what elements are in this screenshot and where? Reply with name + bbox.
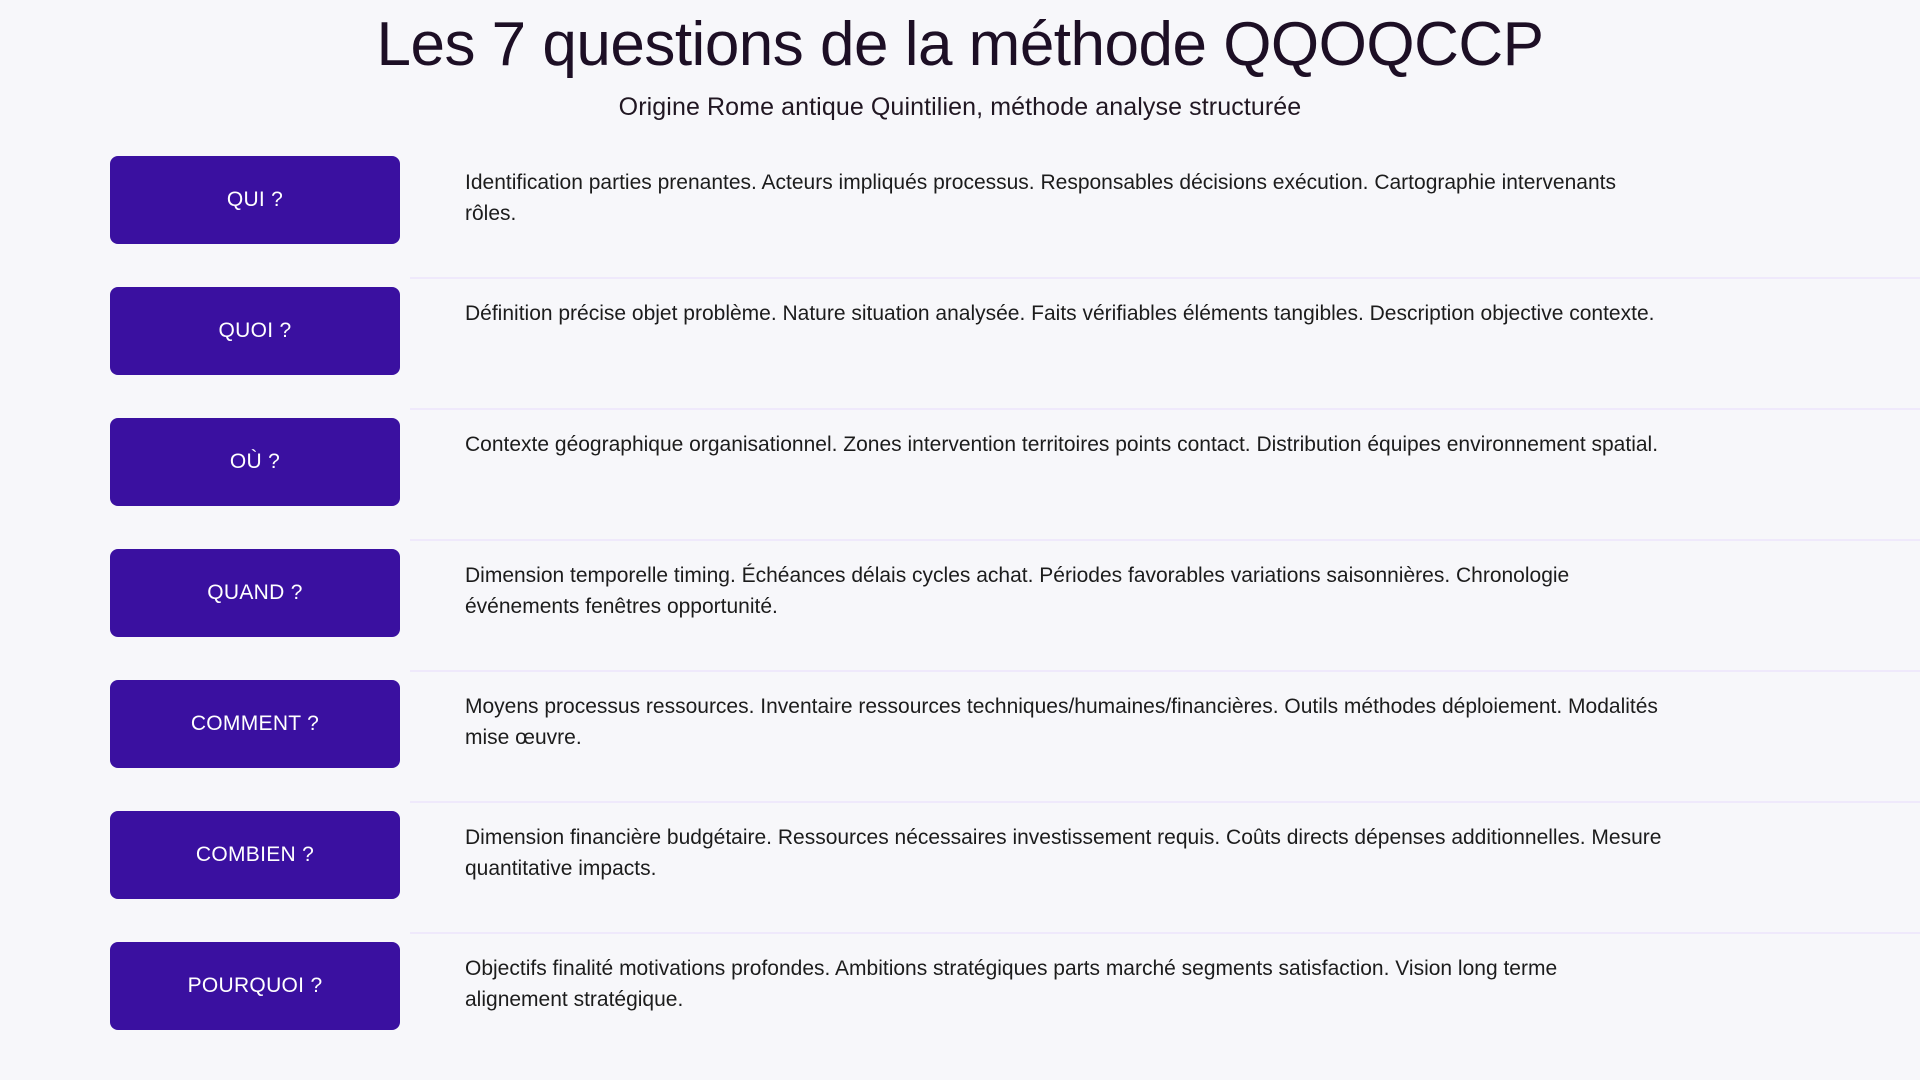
- question-button-cell: [0, 932, 400, 1030]
- page-title: Les 7 questions de la méthode QQOQCCP: [376, 10, 1544, 79]
- page-subtitle: Origine Rome antique Quintilien, méthode analyse structurée: [618, 93, 1302, 122]
- question-button-cell: [0, 539, 400, 637]
- question-button-cell: [0, 277, 400, 375]
- question-description-cell: [400, 408, 1920, 460]
- question-button-comment[interactable]: COMMENT ?: [110, 680, 400, 768]
- question-description-cell: [400, 932, 1920, 1014]
- question-row: [0, 408, 1920, 539]
- question-button-quand[interactable]: QUAND ?: [110, 549, 400, 637]
- question-description: Moyens processus ressources. Inventaire ressources techniques/humaines/financières. Outils méthodes déploiement. Modalités mise œuvre.: [465, 695, 1658, 749]
- question-button-cell: [0, 670, 400, 768]
- question-row: [0, 277, 1920, 408]
- question-description: Objectifs finalité motivations profondes. Ambitions stratégiques parts marché segments satisfaction. Vision long terme alignement stratégique.: [465, 957, 1558, 1011]
- question-button-ou[interactable]: OÙ ?: [110, 418, 400, 506]
- question-button-pourquoi[interactable]: POURQUOI ?: [110, 942, 400, 1030]
- question-row: [0, 146, 1920, 277]
- question-button-cell: [0, 408, 400, 506]
- question-description: Dimension financière budgétaire. Ressources nécessaires investissement requis. Coûts directs dépenses additionnelles. Mesure quantitative impacts.: [465, 826, 1662, 880]
- question-description-cell: [400, 801, 1920, 883]
- question-button-cell: [0, 801, 400, 899]
- question-row: [0, 932, 1920, 1063]
- question-description: Définition précise objet problème. Nature situation analysée. Faits vérifiables éléments tangibles. Description objective contexte.: [465, 302, 1655, 326]
- question-button-combien[interactable]: COMBIEN ?: [110, 811, 400, 899]
- question-description-cell: [400, 146, 1920, 228]
- question-description-cell: [400, 670, 1920, 752]
- question-button-quoi[interactable]: QUOI ?: [110, 287, 400, 375]
- question-description: Contexte géographique organisationnel. Zones intervention territoires points contact. Distribution équipes environnement spatial.: [465, 433, 1659, 457]
- question-description-cell: [400, 277, 1920, 329]
- question-row: [0, 539, 1920, 670]
- question-description: Dimension temporelle timing. Échéances délais cycles achat. Périodes favorables variations saisonnières. Chronologie événements fenêtres opportunité.: [465, 564, 1570, 618]
- question-row: [0, 801, 1920, 932]
- page-header: [0, 0, 1920, 122]
- question-button-cell: [0, 146, 400, 244]
- question-row: [0, 670, 1920, 801]
- question-description-cell: [400, 539, 1920, 621]
- question-list: [0, 146, 1920, 1063]
- question-description: Identification parties prenantes. Acteurs impliqués processus. Responsables décisions exécution. Cartographie intervenants rôles.: [465, 171, 1616, 225]
- question-button-qui[interactable]: QUI ?: [110, 156, 400, 244]
